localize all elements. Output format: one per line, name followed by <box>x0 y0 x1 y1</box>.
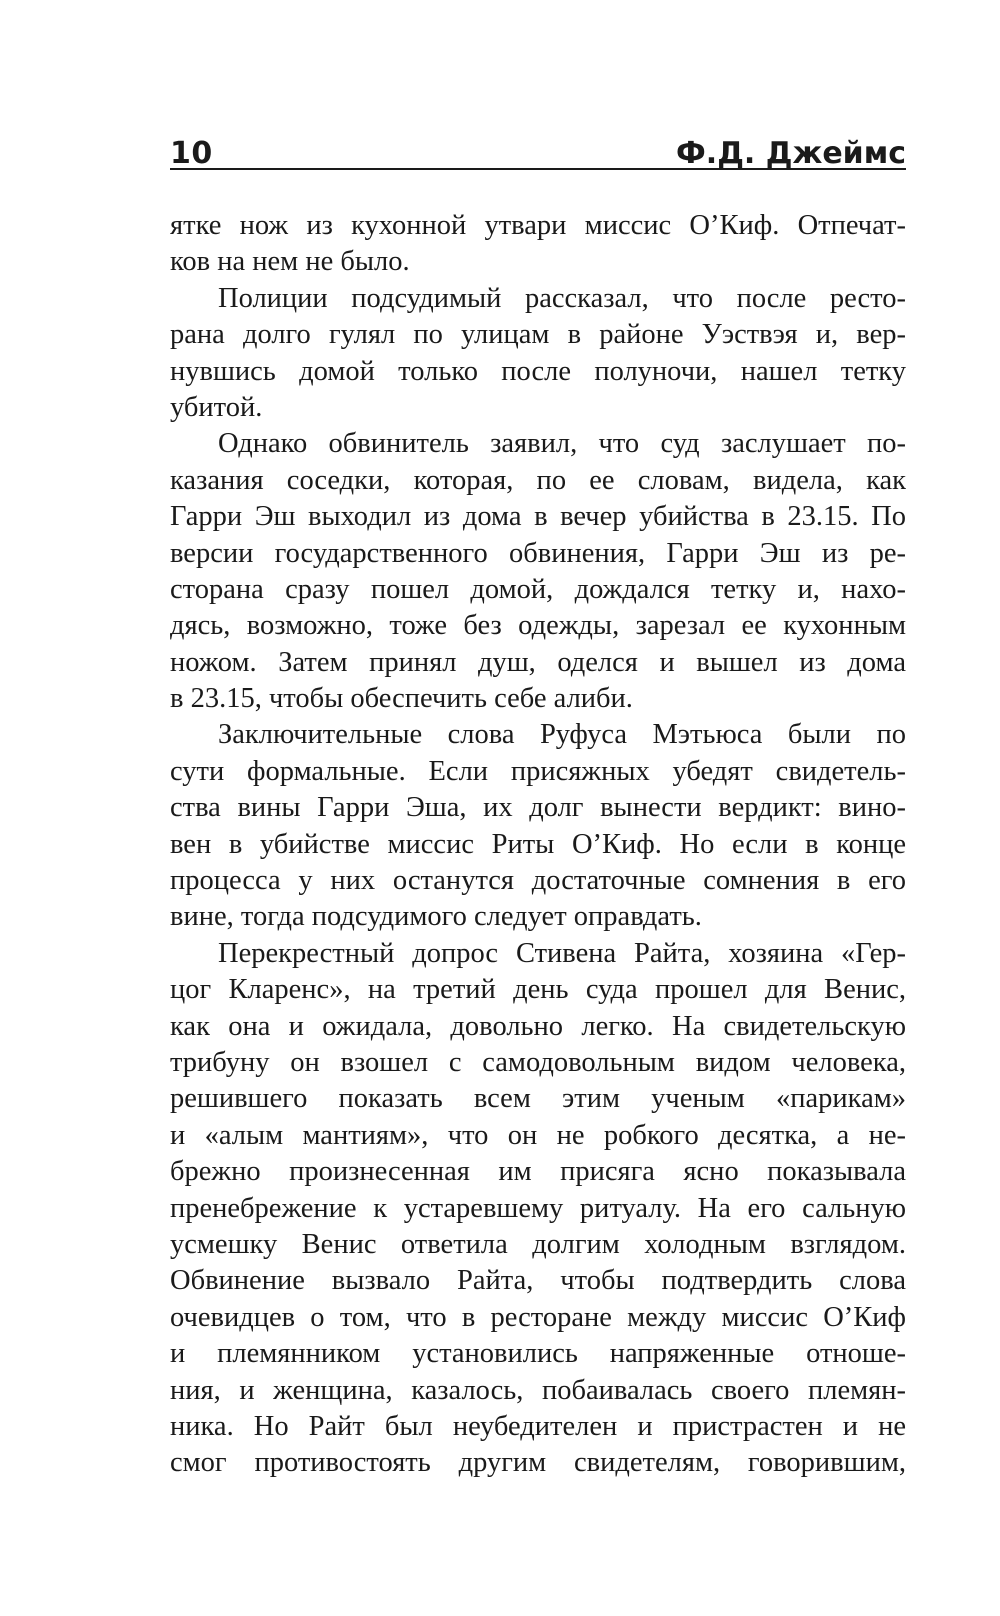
text-line: Заключительные слова Руфуса Мэтьюса были по <box>218 719 906 751</box>
text-line: вине, тогда подсудимого следует оправдать. <box>170 901 702 933</box>
text-line: рана долго гулял по улицам в районе Уэствэя и, вер- <box>170 319 906 351</box>
text-line: казания соседки, которая, по ее словам, видела, как <box>170 464 906 496</box>
text-line: и племянником установились напряженные отноше- <box>170 1338 906 1370</box>
text-line: нувшись домой только после полуночи, нашел тетку <box>170 355 906 387</box>
text-line: Однако обвинитель заявил, что суд заслушает по- <box>218 428 906 460</box>
text-line: версии государственного обвинения, Гарри Эш из ре- <box>170 537 906 569</box>
text-line: ков на нем не было. <box>170 246 410 278</box>
text-line: сути формальные. Если присяжных убедят свидетель- <box>170 755 906 787</box>
text-line: трибуну он взошел с самодовольным видом человека, <box>170 1046 906 1078</box>
text-line: усмешку Венис ответила долгим холодным взглядом. <box>170 1228 906 1260</box>
text-line: ятке нож из кухонной утвари миссис О’Киф. Отпечат- <box>170 210 906 241</box>
running-head-author: Ф.Д. Джеймс <box>676 136 906 171</box>
text-line: Гарри Эш выходил из дома в вечер убийства в 23.15. По <box>170 501 906 533</box>
text-line: дясь, возможно, тоже без одежды, зарезал ее кухонным <box>170 610 906 642</box>
text-line: пренебрежение к устаревшему ритуалу. На его сальную <box>170 1192 906 1224</box>
text-line: ства вины Гарри Эша, их долг вынести вердикт: вино- <box>170 792 906 824</box>
text-line: вен в убийстве миссис Риты О’Киф. Но если в конце <box>170 828 906 860</box>
text-line: процесса у них останутся достаточные сомнения в его <box>170 865 906 897</box>
text-line: ножом. Затем принял душ, оделся и вышел из дома <box>170 646 906 678</box>
text-line: Полиции подсудимый рассказал, что после ресто- <box>218 282 906 314</box>
text-line: цог Кларенс», на третий день суда прошел для Венис, <box>170 974 906 1006</box>
text-line: как она и ожидала, довольно легко. На свидетельскую <box>170 1010 906 1042</box>
text-line: очевидцев о том, что в ресторане между миссис О’Киф <box>170 1301 906 1333</box>
text-line: Обвинение вызвало Райта, чтобы подтвердить слова <box>170 1265 906 1297</box>
text-line: ния, и женщина, казалось, побаивалась своего племян- <box>170 1374 906 1406</box>
text-line: решившего показать всем этим ученым «парикам» <box>170 1083 906 1115</box>
text-line: и «алым мантиям», что он не робкого десятка, а не- <box>170 1119 906 1151</box>
text-line: брежно произнесенная им присяга ясно показывала <box>170 1156 906 1188</box>
body-text <box>170 208 906 1482</box>
text-line: смог противостоять другим свидетелям, говорившим, <box>170 1447 906 1479</box>
text-line: ника. Но Райт был неубедителен и пристрастен и не <box>170 1410 906 1442</box>
page-number: 10 <box>170 136 213 171</box>
header-rule <box>170 168 906 170</box>
text-line: Перекрестный допрос Стивена Райта, хозяина «Гер- <box>218 937 906 969</box>
text-line: в 23.15, чтобы обеспечить себе алиби. <box>170 683 633 715</box>
text-line: убитой. <box>170 391 263 423</box>
text-line: сторана сразу пошел домой, дождался тетку и, нахо- <box>170 573 906 605</box>
